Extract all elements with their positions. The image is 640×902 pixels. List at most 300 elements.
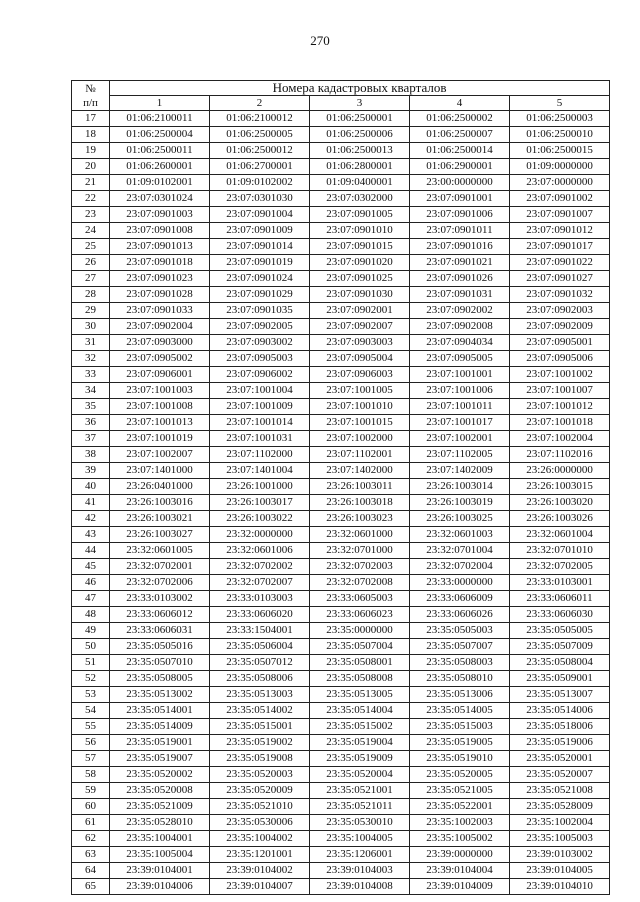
cadastral-number-cell: 23:33:0606026 bbox=[410, 607, 510, 623]
row-number: 64 bbox=[72, 863, 110, 879]
cadastral-number-cell: 23:35:0515001 bbox=[210, 719, 310, 735]
cadastral-number-cell: 23:35:0520007 bbox=[510, 767, 610, 783]
cadastral-number-cell: 23:35:0520002 bbox=[110, 767, 210, 783]
cadastral-number-cell: 23:07:0901001 bbox=[410, 191, 510, 207]
cadastral-number-cell: 23:35:0515003 bbox=[410, 719, 510, 735]
cadastral-number-cell: 23:07:0901029 bbox=[210, 287, 310, 303]
table-row bbox=[72, 335, 610, 351]
cadastral-number-cell: 23:07:0902007 bbox=[310, 319, 410, 335]
row-number: 44 bbox=[72, 543, 110, 559]
cadastral-number-cell: 01:06:2100011 bbox=[110, 111, 210, 127]
cadastral-number-cell: 23:07:0901027 bbox=[510, 271, 610, 287]
cadastral-number-cell: 23:35:0507010 bbox=[110, 655, 210, 671]
table-row bbox=[72, 447, 610, 463]
cadastral-number-cell: 23:35:0520001 bbox=[510, 751, 610, 767]
cadastral-number-cell: 23:07:1001003 bbox=[110, 383, 210, 399]
cadastral-number-cell: 23:07:0902008 bbox=[410, 319, 510, 335]
cadastral-number-cell: 01:06:2800001 bbox=[310, 159, 410, 175]
table-row bbox=[72, 175, 610, 191]
cadastral-number-cell: 23:26:1003021 bbox=[110, 511, 210, 527]
row-number: 36 bbox=[72, 415, 110, 431]
cadastral-number-cell: 23:26:1003026 bbox=[510, 511, 610, 527]
cadastral-number-cell: 23:35:0519002 bbox=[210, 735, 310, 751]
row-number: 45 bbox=[72, 559, 110, 575]
cadastral-number-cell: 23:26:0000000 bbox=[510, 463, 610, 479]
cadastral-number-cell: 01:06:2500015 bbox=[510, 143, 610, 159]
cadastral-number-cell: 23:35:0513006 bbox=[410, 687, 510, 703]
cadastral-number-cell: 23:35:0521011 bbox=[310, 799, 410, 815]
cadastral-number-cell: 23:07:0901024 bbox=[210, 271, 310, 287]
row-number: 37 bbox=[72, 431, 110, 447]
table-row bbox=[72, 575, 610, 591]
cadastral-number-cell: 23:26:1001000 bbox=[210, 479, 310, 495]
cadastral-number-cell: 23:00:0000000 bbox=[410, 175, 510, 191]
row-number: 19 bbox=[72, 143, 110, 159]
cadastral-number-cell: 23:32:0702004 bbox=[410, 559, 510, 575]
row-number: 39 bbox=[72, 463, 110, 479]
cadastral-number-cell: 23:07:1402000 bbox=[310, 463, 410, 479]
cadastral-number-cell: 23:07:1002000 bbox=[310, 431, 410, 447]
row-number: 43 bbox=[72, 527, 110, 543]
row-number: 18 bbox=[72, 127, 110, 143]
cadastral-number-cell: 23:07:1001008 bbox=[110, 399, 210, 415]
cadastral-number-cell: 23:35:0521005 bbox=[410, 783, 510, 799]
table-row bbox=[72, 271, 610, 287]
table-row bbox=[72, 351, 610, 367]
cadastral-number-cell: 23:35:0514001 bbox=[110, 703, 210, 719]
cadastral-number-cell: 23:32:0701000 bbox=[310, 543, 410, 559]
cadastral-number-cell: 23:35:0514005 bbox=[410, 703, 510, 719]
cadastral-number-cell: 23:35:0521008 bbox=[510, 783, 610, 799]
cadastral-number-cell: 23:35:0519001 bbox=[110, 735, 210, 751]
row-number: 28 bbox=[72, 287, 110, 303]
cadastral-number-cell: 01:09:0102001 bbox=[110, 175, 210, 191]
table-row bbox=[72, 319, 610, 335]
row-number: 46 bbox=[72, 575, 110, 591]
cadastral-number-cell: 23:35:0519004 bbox=[310, 735, 410, 751]
cadastral-number-cell: 01:06:2700001 bbox=[210, 159, 310, 175]
cadastral-number-cell: 01:06:2500010 bbox=[510, 127, 610, 143]
cadastral-number-cell: 23:33:0605003 bbox=[310, 591, 410, 607]
row-number: 30 bbox=[72, 319, 110, 335]
table-row bbox=[72, 415, 610, 431]
header-no-line1: № bbox=[85, 82, 96, 95]
cadastral-number-cell: 23:07:1001007 bbox=[510, 383, 610, 399]
cadastral-number-cell: 23:07:0901020 bbox=[310, 255, 410, 271]
table-row bbox=[72, 207, 610, 223]
cadastral-number-cell: 23:26:1003018 bbox=[310, 495, 410, 511]
cadastral-number-cell: 23:35:0505005 bbox=[510, 623, 610, 639]
row-number: 33 bbox=[72, 367, 110, 383]
row-number: 31 bbox=[72, 335, 110, 351]
cadastral-number-cell: 23:26:1003025 bbox=[410, 511, 510, 527]
cadastral-number-cell: 23:07:1001015 bbox=[310, 415, 410, 431]
row-number: 27 bbox=[72, 271, 110, 287]
cadastral-number-cell: 23:07:0902009 bbox=[510, 319, 610, 335]
cadastral-number-cell: 23:35:0507007 bbox=[410, 639, 510, 655]
cadastral-number-cell: 23:35:0507012 bbox=[210, 655, 310, 671]
row-number: 54 bbox=[72, 703, 110, 719]
cadastral-number-cell: 23:33:0103002 bbox=[110, 591, 210, 607]
cadastral-number-cell: 23:35:0513005 bbox=[310, 687, 410, 703]
cadastral-number-cell: 23:07:1001019 bbox=[110, 431, 210, 447]
cadastral-number-cell: 01:06:2500004 bbox=[110, 127, 210, 143]
cadastral-number-cell: 23:07:0901016 bbox=[410, 239, 510, 255]
cadastral-number-cell: 23:35:0507009 bbox=[510, 639, 610, 655]
cadastral-number-cell: 23:07:1001010 bbox=[310, 399, 410, 415]
cadastral-number-cell: 23:07:0901033 bbox=[110, 303, 210, 319]
cadastral-number-cell: 23:07:0000000 bbox=[510, 175, 610, 191]
cadastral-number-cell: 23:26:1003019 bbox=[410, 495, 510, 511]
table-row bbox=[72, 799, 610, 815]
row-number: 26 bbox=[72, 255, 110, 271]
cadastral-number-cell: 23:32:0601006 bbox=[210, 543, 310, 559]
cadastral-number-cell: 23:07:0901009 bbox=[210, 223, 310, 239]
cadastral-number-cell: 23:35:0520008 bbox=[110, 783, 210, 799]
table-row bbox=[72, 127, 610, 143]
table-row bbox=[72, 495, 610, 511]
row-number: 38 bbox=[72, 447, 110, 463]
row-number: 49 bbox=[72, 623, 110, 639]
row-number: 53 bbox=[72, 687, 110, 703]
cadastral-number-cell: 01:06:2500014 bbox=[410, 143, 510, 159]
cadastral-number-cell: 23:39:0104005 bbox=[510, 863, 610, 879]
cadastral-number-cell: 23:35:1004005 bbox=[310, 831, 410, 847]
cadastral-number-cell: 23:07:1402009 bbox=[410, 463, 510, 479]
cadastral-number-cell: 23:32:0701010 bbox=[510, 543, 610, 559]
table-row bbox=[72, 303, 610, 319]
cadastral-number-cell: 23:07:0901015 bbox=[310, 239, 410, 255]
table-row bbox=[72, 879, 610, 895]
cadastral-number-cell: 23:39:0104009 bbox=[410, 879, 510, 895]
table-row bbox=[72, 671, 610, 687]
cadastral-number-cell: 23:26:1003016 bbox=[110, 495, 210, 511]
table-row bbox=[72, 111, 610, 127]
cadastral-number-cell: 23:07:1001006 bbox=[410, 383, 510, 399]
row-number: 57 bbox=[72, 751, 110, 767]
cadastral-number-cell: 23:35:0514009 bbox=[110, 719, 210, 735]
cadastral-number-cell: 23:35:0519010 bbox=[410, 751, 510, 767]
table-row bbox=[72, 735, 610, 751]
cadastral-number-cell: 23:32:0702006 bbox=[110, 575, 210, 591]
cadastral-number-cell: 23:07:0905004 bbox=[310, 351, 410, 367]
cadastral-number-cell: 23:07:0905003 bbox=[210, 351, 310, 367]
row-number: 61 bbox=[72, 815, 110, 831]
cadastral-number-cell: 23:35:0521010 bbox=[210, 799, 310, 815]
cadastral-number-cell: 23:35:1004002 bbox=[210, 831, 310, 847]
cadastral-number-cell: 23:07:1001018 bbox=[510, 415, 610, 431]
cadastral-number-cell: 23:35:0508006 bbox=[210, 671, 310, 687]
row-number: 63 bbox=[72, 847, 110, 863]
cadastral-number-cell: 23:07:0901025 bbox=[310, 271, 410, 287]
table-row bbox=[72, 143, 610, 159]
cadastral-number-cell: 23:35:1206001 bbox=[310, 847, 410, 863]
cadastral-number-cell: 23:07:0903000 bbox=[110, 335, 210, 351]
cadastral-number-cell: 23:35:0520004 bbox=[310, 767, 410, 783]
cadastral-number-cell: 23:35:0520009 bbox=[210, 783, 310, 799]
cadastral-number-cell: 23:39:0104002 bbox=[210, 863, 310, 879]
cadastral-number-cell: 23:07:1001004 bbox=[210, 383, 310, 399]
table-row bbox=[72, 703, 610, 719]
cadastral-number-cell: 23:35:0508005 bbox=[110, 671, 210, 687]
column-number: 4 bbox=[410, 96, 510, 111]
cadastral-number-cell: 23:35:0508008 bbox=[310, 671, 410, 687]
cadastral-number-cell: 23:26:1003027 bbox=[110, 527, 210, 543]
cadastral-number-cell: 23:35:1201001 bbox=[210, 847, 310, 863]
cadastral-number-cell: 23:35:0507004 bbox=[310, 639, 410, 655]
cadastral-number-cell: 01:06:2500007 bbox=[410, 127, 510, 143]
cadastral-number-cell: 23:35:0513002 bbox=[110, 687, 210, 703]
row-number: 41 bbox=[72, 495, 110, 511]
cadastral-number-cell: 23:33:0103001 bbox=[510, 575, 610, 591]
cadastral-number-cell: 23:35:0514002 bbox=[210, 703, 310, 719]
cadastral-number-cell: 23:35:0528010 bbox=[110, 815, 210, 831]
cadastral-number-cell: 01:06:2500012 bbox=[210, 143, 310, 159]
table-row bbox=[72, 367, 610, 383]
cadastral-number-cell: 01:09:0102002 bbox=[210, 175, 310, 191]
cadastral-number-cell: 23:39:0104004 bbox=[410, 863, 510, 879]
row-number: 48 bbox=[72, 607, 110, 623]
cadastral-number-cell: 01:06:2600001 bbox=[110, 159, 210, 175]
table-row bbox=[72, 751, 610, 767]
cadastral-number-cell: 23:35:0528009 bbox=[510, 799, 610, 815]
cadastral-number-cell: 23:07:0905002 bbox=[110, 351, 210, 367]
cadastral-number-cell: 23:07:0901008 bbox=[110, 223, 210, 239]
cadastral-number-cell: 23:07:0302000 bbox=[310, 191, 410, 207]
cadastral-number-cell: 23:35:1002003 bbox=[410, 815, 510, 831]
table-row bbox=[72, 767, 610, 783]
cadastral-number-cell: 23:32:0601000 bbox=[310, 527, 410, 543]
cadastral-number-cell: 23:07:1001005 bbox=[310, 383, 410, 399]
cadastral-number-cell: 23:26:1003015 bbox=[510, 479, 610, 495]
cadastral-number-cell: 23:32:0601003 bbox=[410, 527, 510, 543]
row-number: 50 bbox=[72, 639, 110, 655]
cadastral-number-cell: 23:35:0513007 bbox=[510, 687, 610, 703]
cadastral-number-cell: 23:35:0508004 bbox=[510, 655, 610, 671]
cadastral-number-cell: 23:07:0901028 bbox=[110, 287, 210, 303]
row-number: 22 bbox=[72, 191, 110, 207]
cadastral-number-cell: 23:07:0903003 bbox=[310, 335, 410, 351]
row-number: 52 bbox=[72, 671, 110, 687]
row-number: 17 bbox=[72, 111, 110, 127]
cadastral-number-cell: 23:35:0508010 bbox=[410, 671, 510, 687]
cadastral-number-cell: 23:07:0901023 bbox=[110, 271, 210, 287]
cadastral-number-cell: 23:07:1001012 bbox=[510, 399, 610, 415]
cadastral-number-cell: 01:06:2500006 bbox=[310, 127, 410, 143]
cadastral-number-cell: 23:07:0902001 bbox=[310, 303, 410, 319]
cadastral-number-cell: 23:26:1003020 bbox=[510, 495, 610, 511]
cadastral-number-cell: 23:32:0601004 bbox=[510, 527, 610, 543]
row-number: 47 bbox=[72, 591, 110, 607]
cadastral-number-cell: 23:32:0702001 bbox=[110, 559, 210, 575]
table-row bbox=[72, 783, 610, 799]
cadastral-number-cell: 23:35:0506004 bbox=[210, 639, 310, 655]
cadastral-number-cell: 01:06:2500001 bbox=[310, 111, 410, 127]
cadastral-number-cell: 23:33:0000000 bbox=[410, 575, 510, 591]
cadastral-number-cell: 23:07:0901018 bbox=[110, 255, 210, 271]
row-number: 58 bbox=[72, 767, 110, 783]
cadastral-number-cell: 01:06:2500003 bbox=[510, 111, 610, 127]
cadastral-number-cell: 23:07:0906001 bbox=[110, 367, 210, 383]
cadastral-number-cell: 23:07:0901026 bbox=[410, 271, 510, 287]
cadastral-number-cell: 23:35:0000000 bbox=[310, 623, 410, 639]
table-row bbox=[72, 399, 610, 415]
cadastral-number-cell: 23:35:0519008 bbox=[210, 751, 310, 767]
cadastral-number-cell: 23:35:1004001 bbox=[110, 831, 210, 847]
cadastral-number-cell: 23:07:0901031 bbox=[410, 287, 510, 303]
cadastral-number-cell: 23:07:0901013 bbox=[110, 239, 210, 255]
page-number: 270 bbox=[310, 33, 330, 48]
cadastral-number-cell: 23:35:0508003 bbox=[410, 655, 510, 671]
table-row bbox=[72, 687, 610, 703]
row-number: 35 bbox=[72, 399, 110, 415]
cadastral-number-cell: 23:32:0702002 bbox=[210, 559, 310, 575]
cadastral-number-cell: 23:07:1001002 bbox=[510, 367, 610, 383]
row-number: 59 bbox=[72, 783, 110, 799]
cadastral-number-cell: 23:35:0513003 bbox=[210, 687, 310, 703]
cadastral-number-cell: 01:06:2500002 bbox=[410, 111, 510, 127]
cadastral-number-cell: 23:32:0601005 bbox=[110, 543, 210, 559]
table-row bbox=[72, 607, 610, 623]
cadastral-number-cell: 23:07:0902002 bbox=[410, 303, 510, 319]
cadastral-number-cell: 23:39:0104006 bbox=[110, 879, 210, 895]
table-row bbox=[72, 239, 610, 255]
cadastral-number-cell: 23:32:0702005 bbox=[510, 559, 610, 575]
cadastral-number-cell: 23:07:1102016 bbox=[510, 447, 610, 463]
cadastral-number-cell: 01:09:0000000 bbox=[510, 159, 610, 175]
row-number: 65 bbox=[72, 879, 110, 895]
table-row bbox=[72, 543, 610, 559]
cadastral-number-cell: 23:26:1003022 bbox=[210, 511, 310, 527]
column-number: 5 bbox=[510, 96, 610, 111]
cadastral-number-cell: 23:07:1001013 bbox=[110, 415, 210, 431]
cadastral-number-cell: 23:07:1001017 bbox=[410, 415, 510, 431]
cadastral-number-cell: 23:33:0103003 bbox=[210, 591, 310, 607]
table-row bbox=[72, 863, 610, 879]
cadastral-number-cell: 23:35:1005004 bbox=[110, 847, 210, 863]
cadastral-number-cell: 23:39:0104008 bbox=[310, 879, 410, 895]
row-number: 34 bbox=[72, 383, 110, 399]
row-number: 60 bbox=[72, 799, 110, 815]
cadastral-number-cell: 23:33:0606011 bbox=[510, 591, 610, 607]
cadastral-number-cell: 23:07:0901006 bbox=[410, 207, 510, 223]
cadastral-number-cell: 23:07:0902003 bbox=[510, 303, 610, 319]
cadastral-number-cell: 23:07:0901022 bbox=[510, 255, 610, 271]
cadastral-number-cell: 23:07:0906003 bbox=[310, 367, 410, 383]
row-number: 24 bbox=[72, 223, 110, 239]
cadastral-number-cell: 23:35:0518006 bbox=[510, 719, 610, 735]
cadastral-number-cell: 23:07:0301030 bbox=[210, 191, 310, 207]
row-number: 55 bbox=[72, 719, 110, 735]
cadastral-number-cell: 23:07:0901014 bbox=[210, 239, 310, 255]
cadastral-number-cell: 23:35:0530006 bbox=[210, 815, 310, 831]
cadastral-number-cell: 23:32:0702007 bbox=[210, 575, 310, 591]
table-row bbox=[72, 655, 610, 671]
cadastral-number-cell: 23:33:1504001 bbox=[210, 623, 310, 639]
cadastral-number-cell: 23:39:0104001 bbox=[110, 863, 210, 879]
row-number: 29 bbox=[72, 303, 110, 319]
cadastral-number-cell: 23:07:1401000 bbox=[110, 463, 210, 479]
table-row bbox=[72, 255, 610, 271]
row-number: 20 bbox=[72, 159, 110, 175]
cadastral-number-cell: 23:39:0000000 bbox=[410, 847, 510, 863]
cadastral-number-cell: 23:39:0103002 bbox=[510, 847, 610, 863]
table-row bbox=[72, 383, 610, 399]
cadastral-number-cell: 23:07:0902005 bbox=[210, 319, 310, 335]
cadastral-number-cell: 23:07:0905006 bbox=[510, 351, 610, 367]
cadastral-number-cell: 23:35:0520005 bbox=[410, 767, 510, 783]
cadastral-number-cell: 23:07:0902004 bbox=[110, 319, 210, 335]
table-row bbox=[72, 847, 610, 863]
table-row bbox=[72, 719, 610, 735]
header-no-line2: п/п bbox=[83, 96, 98, 109]
cadastral-number-cell: 23:07:0901004 bbox=[210, 207, 310, 223]
cadastral-number-cell: 23:07:0901005 bbox=[310, 207, 410, 223]
cadastral-number-cell: 23:07:0901007 bbox=[510, 207, 610, 223]
cadastral-number-cell: 23:07:0901003 bbox=[110, 207, 210, 223]
table-row bbox=[72, 223, 610, 239]
table-row bbox=[72, 463, 610, 479]
cadastral-number-cell: 23:33:0606023 bbox=[310, 607, 410, 623]
row-number: 42 bbox=[72, 511, 110, 527]
cadastral-number-cell: 23:07:0901011 bbox=[410, 223, 510, 239]
cadastral-number-cell: 23:35:0519007 bbox=[110, 751, 210, 767]
cadastral-number-cell: 23:35:0514004 bbox=[310, 703, 410, 719]
cadastral-number-cell: 23:26:1003017 bbox=[210, 495, 310, 511]
cadastral-number-cell: 23:07:1001014 bbox=[210, 415, 310, 431]
table-row bbox=[72, 159, 610, 175]
cadastral-number-cell: 23:39:0104003 bbox=[310, 863, 410, 879]
row-number: 62 bbox=[72, 831, 110, 847]
cadastral-number-cell: 23:35:0519005 bbox=[410, 735, 510, 751]
cadastral-number-cell: 01:06:2500005 bbox=[210, 127, 310, 143]
cadastral-number-cell: 23:07:0901030 bbox=[310, 287, 410, 303]
cadastral-number-cell: 23:32:0000000 bbox=[210, 527, 310, 543]
cadastral-number-cell: 23:33:0606009 bbox=[410, 591, 510, 607]
cadastral-number-cell: 23:26:1003014 bbox=[410, 479, 510, 495]
table-row bbox=[72, 479, 610, 495]
header-title: Номера кадастровых кварталов bbox=[110, 81, 610, 96]
cadastral-number-cell: 23:07:1001011 bbox=[410, 399, 510, 415]
header-row-number bbox=[72, 81, 110, 111]
cadastral-number-cell: 23:35:0519009 bbox=[310, 751, 410, 767]
cadastral-number-cell: 23:07:1102005 bbox=[410, 447, 510, 463]
cadastral-table bbox=[71, 80, 610, 895]
cadastral-number-cell: 23:35:1002004 bbox=[510, 815, 610, 831]
cadastral-number-cell: 23:35:0515002 bbox=[310, 719, 410, 735]
cadastral-number-cell: 23:26:1003011 bbox=[310, 479, 410, 495]
cadastral-number-cell: 23:07:0903002 bbox=[210, 335, 310, 351]
table-row bbox=[72, 287, 610, 303]
table-row bbox=[72, 591, 610, 607]
cadastral-number-cell: 23:07:0901032 bbox=[510, 287, 610, 303]
row-number: 40 bbox=[72, 479, 110, 495]
cadastral-number-cell: 23:07:1401004 bbox=[210, 463, 310, 479]
cadastral-number-cell: 23:35:0530010 bbox=[310, 815, 410, 831]
table-row bbox=[72, 815, 610, 831]
cadastral-number-cell: 23:07:1002007 bbox=[110, 447, 210, 463]
table-row bbox=[72, 431, 610, 447]
cadastral-number-cell: 23:07:0901019 bbox=[210, 255, 310, 271]
cadastral-number-cell: 23:33:0606030 bbox=[510, 607, 610, 623]
cadastral-number-cell: 23:07:0904034 bbox=[410, 335, 510, 351]
cadastral-number-cell: 23:35:0505003 bbox=[410, 623, 510, 639]
column-number: 1 bbox=[110, 96, 210, 111]
cadastral-number-cell: 23:35:1005002 bbox=[410, 831, 510, 847]
cadastral-number-cell: 23:35:0508001 bbox=[310, 655, 410, 671]
cadastral-number-cell: 23:07:1002004 bbox=[510, 431, 610, 447]
cadastral-number-cell: 23:07:0301024 bbox=[110, 191, 210, 207]
